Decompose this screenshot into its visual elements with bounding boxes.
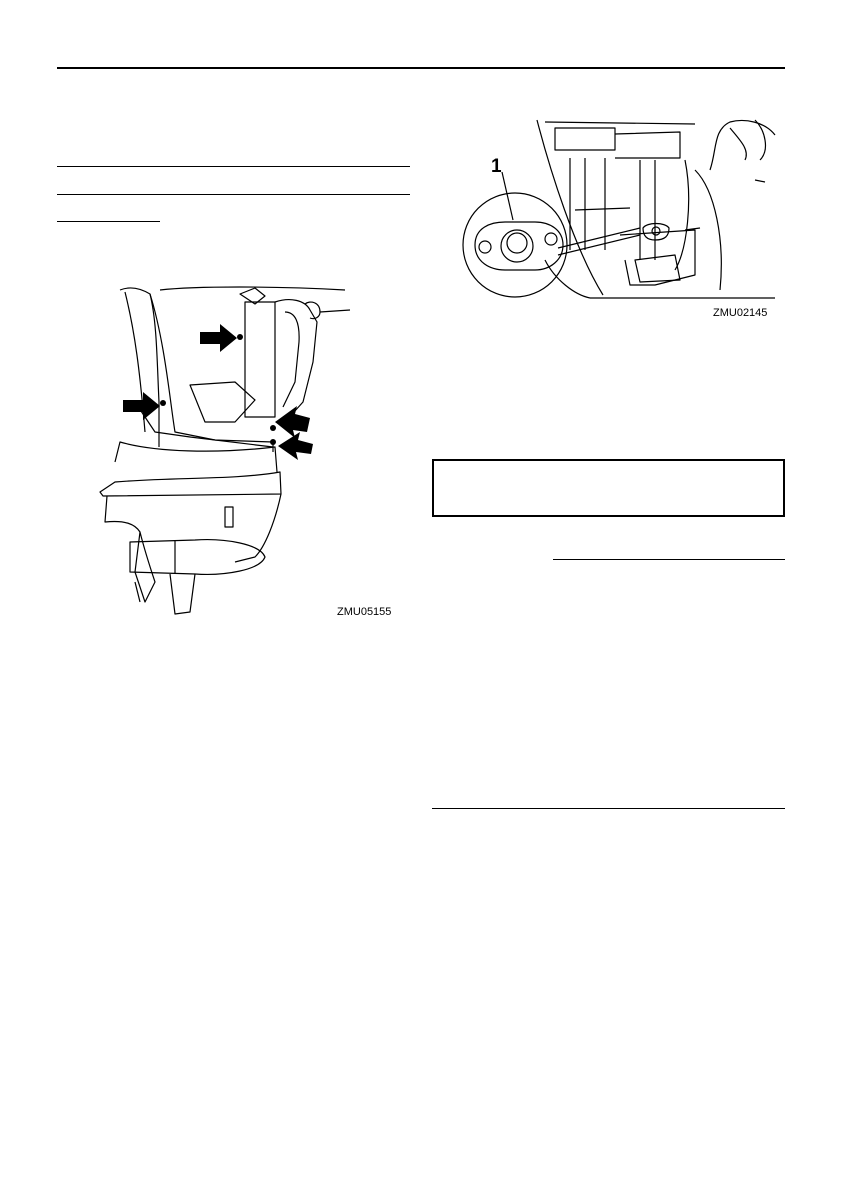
callout-number-1: 1: [491, 156, 502, 177]
right-underline-2: [432, 808, 785, 809]
left-underline-1: [57, 166, 410, 167]
header-rule: [57, 67, 785, 69]
right-figure-caption: ZMU02145: [713, 307, 768, 319]
notice-box: [432, 459, 785, 517]
outboard-lower-unit-figure: [95, 282, 355, 622]
left-underline-3: [57, 221, 160, 222]
right-underline-1: [553, 559, 785, 560]
left-underline-2: [57, 194, 410, 195]
left-figure-caption: ZMU05155: [337, 606, 392, 618]
powerhead-detail-figure: [455, 110, 785, 310]
